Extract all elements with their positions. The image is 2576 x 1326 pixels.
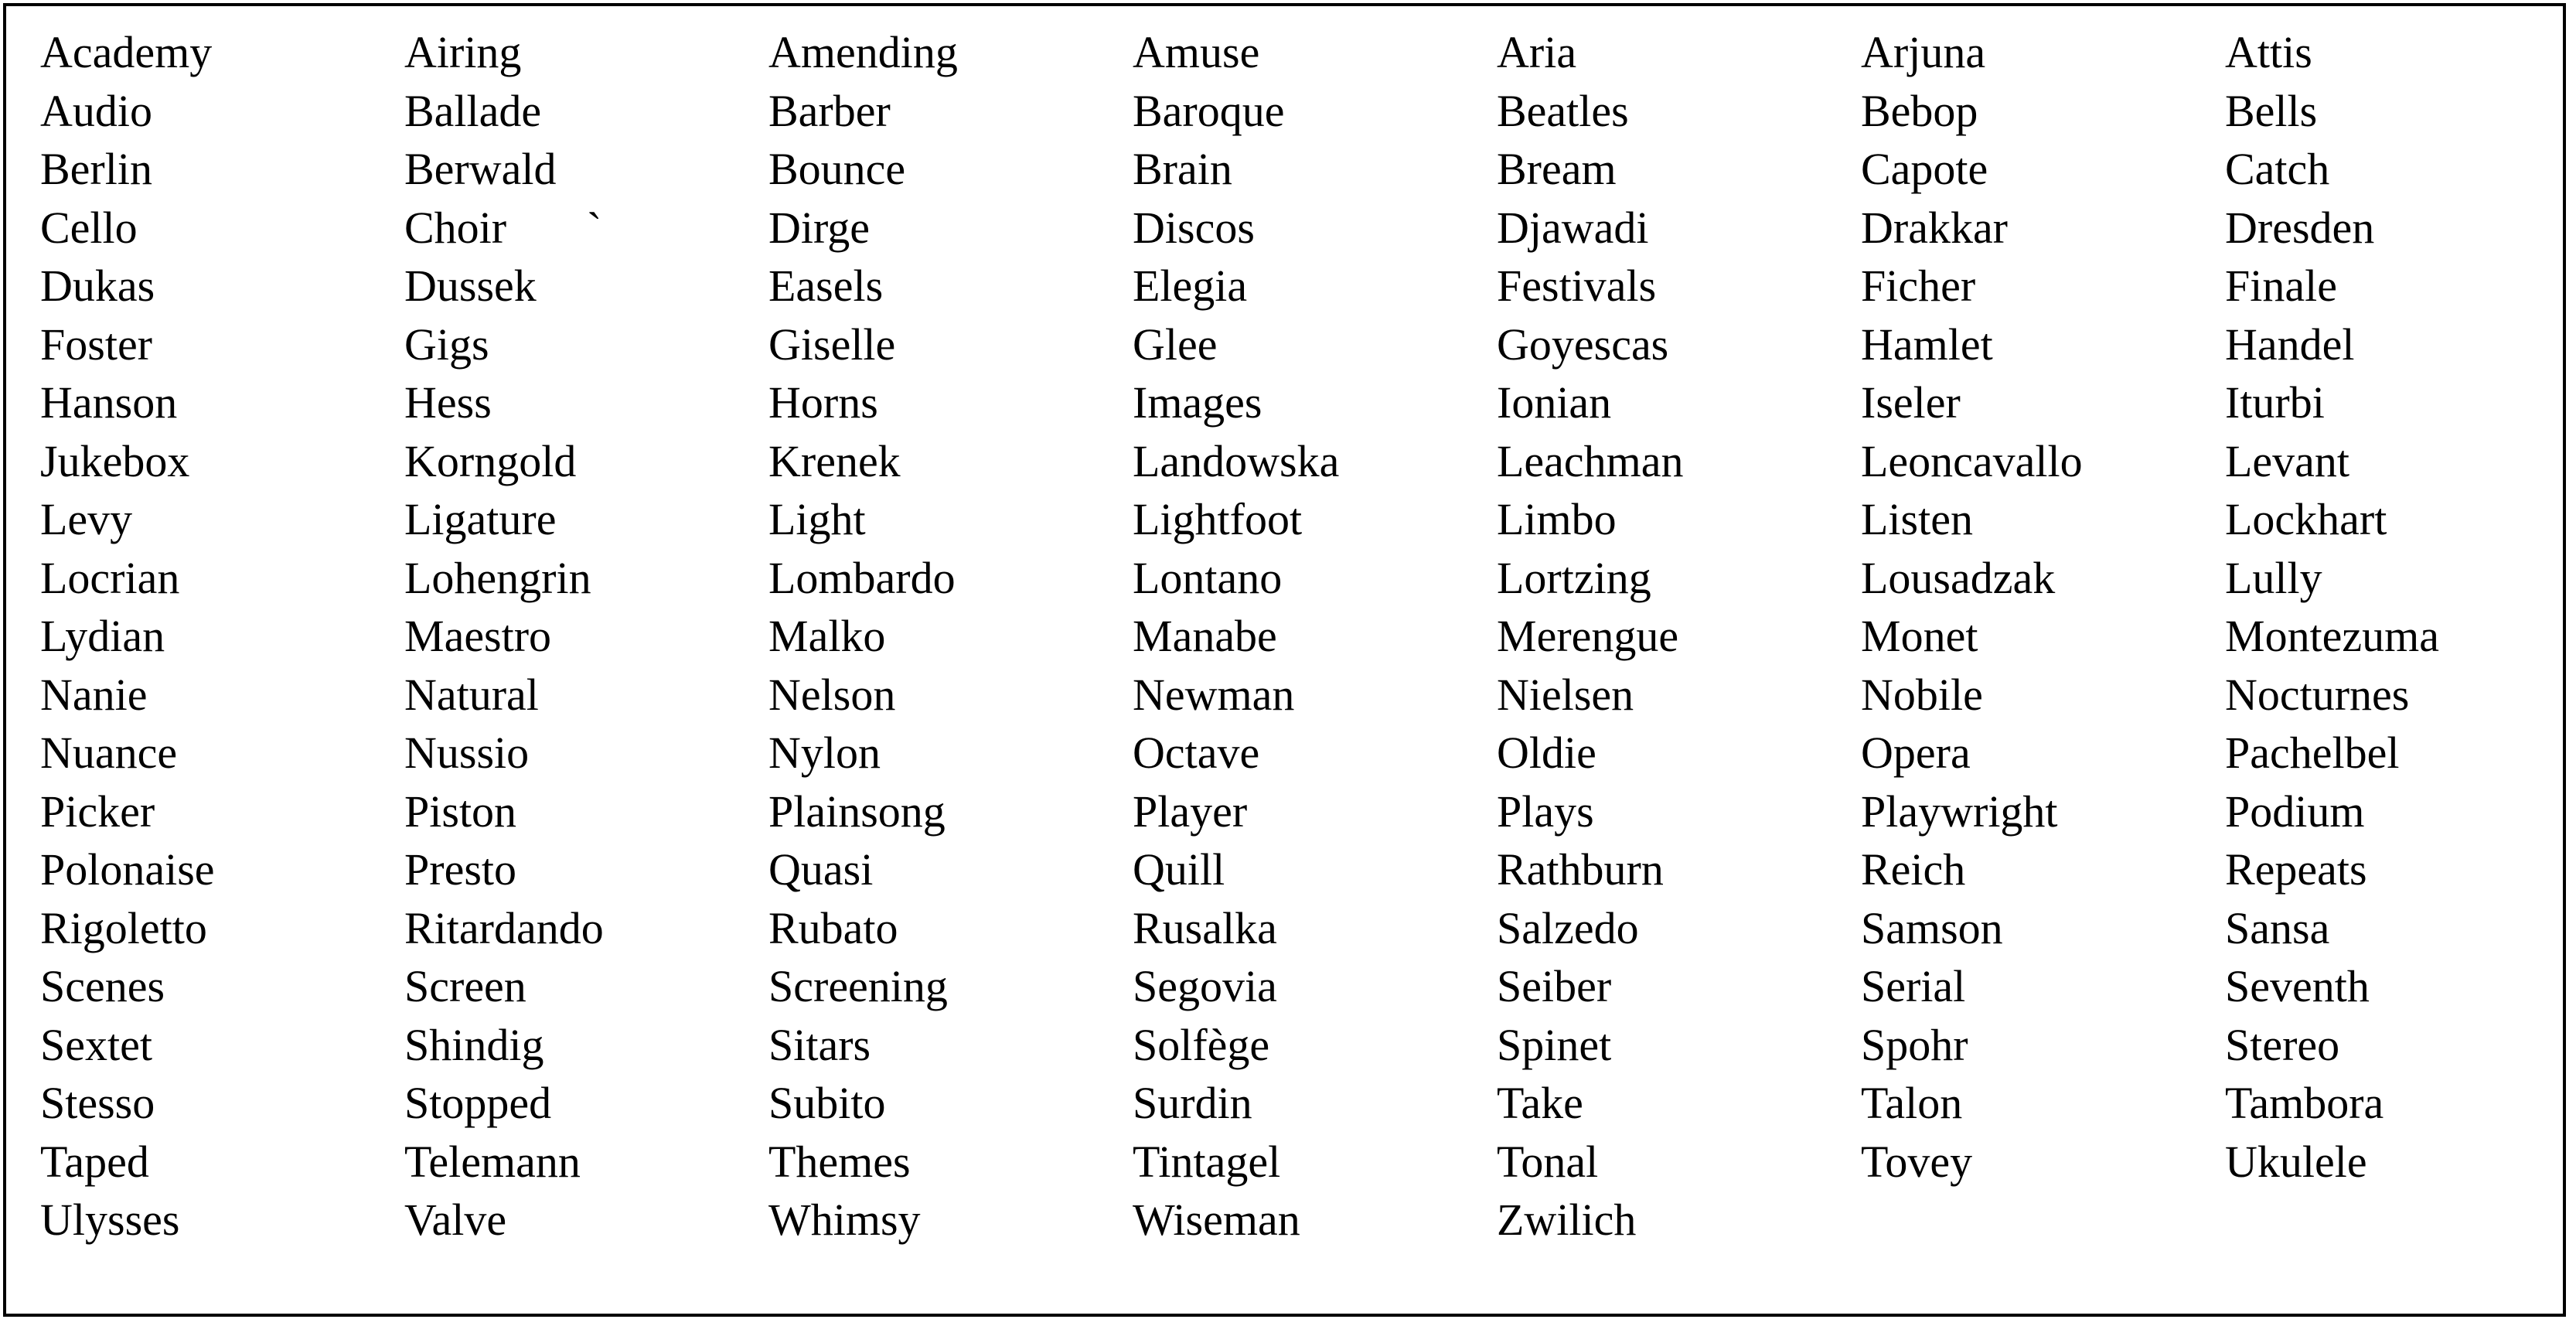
word-cell: Take [1497,1078,1583,1128]
word-grid [40,23,2576,1249]
word-cell: Salzedo [1497,902,1639,953]
word-cell: Brain [1133,144,1232,194]
word-cell: Spohr [1861,1019,1968,1070]
word-cell: Festivals [1497,261,1657,311]
word-cell: Arjuna [1861,27,1986,77]
word-cell: Lightfoot [1133,494,1303,544]
word-cell: Valve [404,1195,507,1245]
word-cell: Levant [2225,435,2350,486]
word-cell: Finale [2225,261,2337,311]
word-cell: Piston [404,786,517,837]
word-cell: Quasi [768,844,874,895]
word-cell: Lontano [1133,552,1283,603]
word-cell: Nylon [768,728,881,778]
word-cell: Lully [2225,552,2322,603]
word-cell: Themes [768,1136,911,1187]
word-cell [2225,1191,2576,1249]
word-cell: Talon [1861,1078,1963,1128]
word-cell: Foster [40,319,152,370]
word-cell: Whimsy [768,1195,921,1245]
word-cell: Telemann [404,1136,581,1187]
word-cell: Rigoletto [40,902,207,953]
word-cell: Montezuma [2225,611,2440,661]
word-cell: Rubato [768,902,898,953]
word-cell: Malko [768,611,886,661]
word-cell: Podium [2225,786,2365,837]
word-cell: Lortzing [1497,552,1651,603]
word-cell: Handel [2225,319,2355,370]
word-cell: Playwright [1861,786,2058,837]
word-cell: Picker [40,786,155,837]
word-cell: Academy [40,27,213,77]
word-cell: Nobile [1861,669,1983,720]
word-cell: Elegia [1133,261,1248,311]
word-cell: Nuance [40,728,178,778]
word-cell: Screening [768,961,948,1011]
word-cell: Locrian [40,552,180,603]
word-cell: Ionian [1497,377,1612,428]
word-cell: Ficher [1861,261,1976,311]
word-cell: Tintagel [1133,1136,1281,1187]
word-cell: Ballade [404,85,542,136]
word-cell: Lohengrin [404,552,591,603]
word-cell: Polonaise [40,844,215,895]
word-cell: Bebop [1861,85,1978,136]
word-cell: Taped [40,1136,149,1187]
word-cell: Leachman [1497,435,1684,486]
word-cell: Subito [768,1078,886,1128]
word-cell: Rusalka [1133,902,1277,953]
word-cell: Tovey [1861,1136,1973,1187]
word-cell: Ukulele [2225,1136,2367,1187]
word-cell: Attis [2225,27,2312,77]
word-cell: Lockhart [2225,494,2387,544]
word-cell: Airing [404,27,522,77]
word-cell: Glee [1133,319,1218,370]
word-cell: Bounce [768,144,906,194]
word-cell: Surdin [1133,1078,1252,1128]
word-cell: Reich [1861,844,1966,895]
word-cell: Berlin [40,144,152,194]
word-cell: Audio [40,85,152,136]
word-cell: Images [1133,377,1262,428]
word-cell: Discos [1133,202,1255,253]
word-cell: Hamlet [1861,319,1993,370]
word-cell: Monet [1861,611,1978,661]
word-cell: Serial [1861,961,1966,1011]
word-cell: Repeats [2225,844,2367,895]
word-cell: Bream [1497,144,1617,194]
word-cell: Tambora [2225,1078,2384,1128]
word-cell: Seventh [2225,961,2370,1011]
word-cell: Gigs [404,319,489,370]
word-cell: Stesso [40,1078,155,1128]
word-cell: Manabe [1133,611,1277,661]
word-cell: Merengue [1497,611,1679,661]
word-cell: Tonal [1497,1136,1599,1187]
word-cell: Presto [404,844,516,895]
word-cell: Nelson [768,669,896,720]
word-cell: Drakkar [1861,202,2009,253]
word-cell: Krenek [768,435,901,486]
word-cell [1861,1191,2225,1249]
word-cell: Stereo [2225,1019,2340,1070]
word-cell: Sitars [768,1019,871,1070]
stray-backtick-mark: ` [587,203,602,254]
word-cell: Korngold [404,435,577,486]
word-cell: Dirge [768,202,871,253]
word-cell: Goyescas [1497,319,1669,370]
word-cell: Amuse [1133,27,1260,77]
word-cell: Ritardando [404,902,604,953]
word-cell: Barber [768,85,891,136]
word-cell: Djawadi [1497,202,1649,253]
word-cell: Cello [40,202,138,253]
word-cell: Newman [1133,669,1295,720]
word-cell: Catch [2225,144,2330,194]
word-cell: Limbo [1497,494,1617,544]
word-cell: Jukebox [40,435,190,486]
word-cell: Leoncavallo [1861,435,2083,486]
word-cell: Nielsen [1497,669,1634,720]
word-cell: Solfège [1133,1019,1270,1070]
word-cell: Plays [1497,786,1594,837]
word-cell: Hess [404,377,492,428]
word-cell: Hanson [40,377,178,428]
word-cell: Bells [2225,85,2318,136]
word-cell: Easels [768,261,884,311]
word-cell: Berwald [404,144,557,194]
word-cell: Nanie [40,669,148,720]
word-cell: Wiseman [1133,1195,1300,1245]
word-cell: Player [1133,786,1248,837]
word-cell: Shindig [404,1019,544,1070]
word-cell: Plainsong [768,786,946,837]
word-cell: Nocturnes [2225,669,2410,720]
word-cell: Beatles [1497,85,1629,136]
word-cell: Lydian [40,611,165,661]
word-cell: Zwilich [1497,1195,1637,1245]
word-cell: Dresden [2225,202,2375,253]
word-cell: Levy [40,494,133,544]
word-cell: Light [768,494,866,544]
word-cell: Giselle [768,319,896,370]
word-cell: Choir [404,202,507,253]
word-cell: Stopped [404,1078,552,1128]
word-cell: Pachelbel [2225,728,2400,778]
word-cell: Rathburn [1497,844,1664,895]
word-cell: Lombardo [768,552,956,603]
word-cell: Nussio [404,728,530,778]
word-cell: Baroque [1133,85,1285,136]
word-cell: Aria [1497,27,1577,77]
word-cell: Natural [404,669,539,720]
word-cell: Sansa [2225,902,2330,953]
word-cell: Screen [404,961,526,1011]
word-cell: Capote [1861,144,1988,194]
word-cell: Dussek [404,261,537,311]
word-cell: Quill [1133,844,1225,895]
word-cell: Ligature [404,494,557,544]
word-cell: Seiber [1497,961,1612,1011]
word-cell: Scenes [40,961,165,1011]
word-cell: Landowska [1133,435,1340,486]
word-cell: Dukas [40,261,155,311]
word-cell: Octave [1133,728,1260,778]
word-cell: Lousadzak [1861,552,2056,603]
word-cell: Opera [1861,728,1971,778]
word-cell: Spinet [1497,1019,1612,1070]
word-cell: Maestro [404,611,552,661]
word-cell: Samson [1861,902,2003,953]
word-cell: Segovia [1133,961,1277,1011]
word-cell: Listen [1861,494,1973,544]
word-cell: Oldie [1497,728,1596,778]
word-cell: Sextet [40,1019,152,1070]
word-cell: Iseler [1861,377,1961,428]
word-cell: Iturbi [2225,377,2325,428]
word-cell: Amending [768,27,958,77]
word-cell: Horns [768,377,878,428]
word-cell: Ulysses [40,1195,180,1245]
